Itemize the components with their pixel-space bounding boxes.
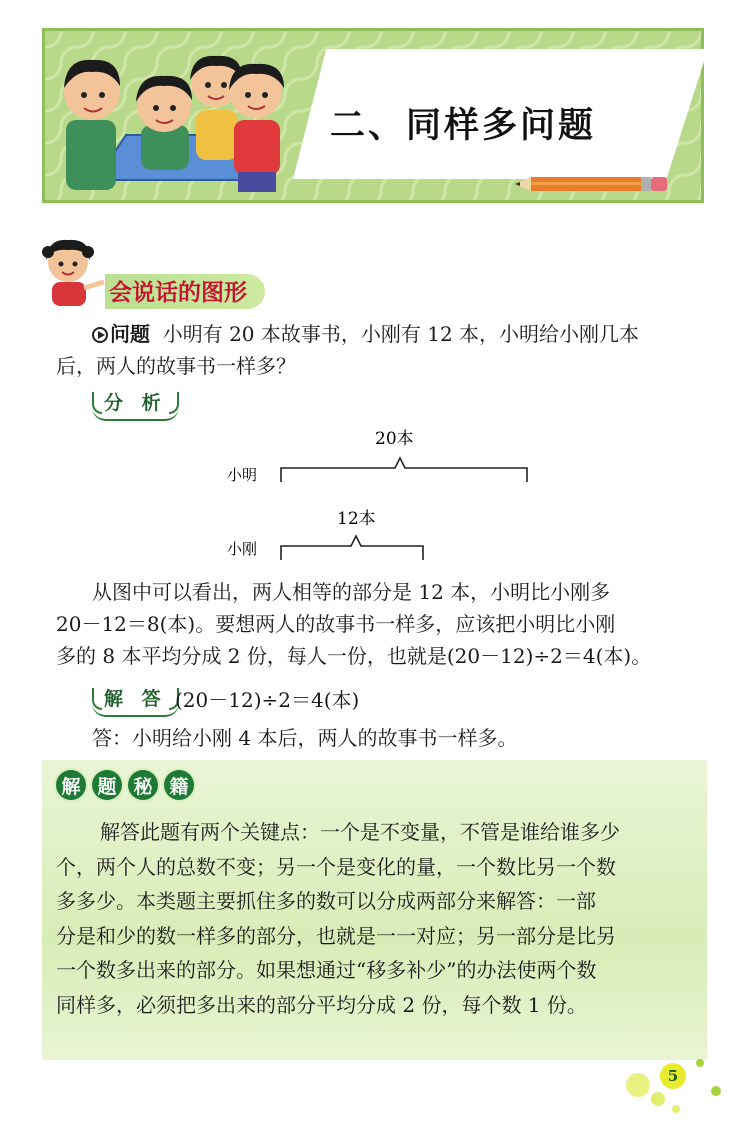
diagram-bottom-name: 小刚 — [227, 540, 258, 558]
pencil-icon — [515, 176, 670, 192]
problem-text-line1: 小明有 20 本故事书，小刚有 12 本，小明给小刚几本 — [162, 322, 640, 346]
analysis-label: 分 析 — [92, 386, 179, 421]
girl-mascot-icon — [38, 236, 108, 308]
diagram-top-name: 小明 — [227, 466, 258, 484]
tips-line: 分是和少的数一样多的部分，也就是一一对应；另一部分是比另 — [56, 923, 616, 948]
solution-formula: (20－12)÷2＝4(本) — [175, 688, 360, 712]
problem-text-line2: 后，两人的故事书一样多？ — [56, 354, 296, 378]
problem-label: 问题 — [110, 322, 150, 346]
play-circle-icon — [92, 327, 108, 343]
page-number: 5 — [660, 1063, 686, 1089]
analysis-text-line3: 多的 8 本平均分成 2 份，每人一份，也就是(20－12)÷2＝4(本)。 — [56, 644, 652, 668]
diagram-top-brace — [281, 458, 527, 482]
analysis-text-line1: 从图中可以看出，两人相等的部分是 12 本，小明比小刚多 — [92, 580, 611, 604]
tips-title-char: 题 — [92, 770, 122, 800]
children-illustration — [56, 40, 296, 200]
tips-title-char: 解 — [56, 770, 86, 800]
analysis-paragraph — [56, 576, 716, 672]
solution-answer: 答：小明给小刚 4 本后，两人的故事书一样多。 — [92, 726, 518, 750]
tips-paragraph — [56, 815, 716, 1022]
solution-label: 解 答 — [92, 682, 179, 717]
tips-line: 同样多，必须把多出来的部分平均分成 2 份，每个数 1 份。 — [56, 992, 587, 1017]
page-title: 二、同样多问题 — [330, 105, 597, 146]
line-segment-diagram — [215, 420, 545, 570]
section-heading: 会说话的图形 — [105, 274, 265, 309]
analysis-text-line2: 20－12＝8(本)。要想两人的故事书一样多，应该把小明比小刚 — [56, 612, 616, 636]
problem-paragraph — [56, 318, 716, 382]
diagram-top-value: 20本 — [375, 429, 414, 449]
tips-title-char: 籍 — [164, 770, 194, 800]
diagram-bottom-brace — [281, 536, 423, 560]
tips-title-char: 秘 — [128, 770, 158, 800]
tips-line: 多多少。本类题主要抓住多的数可以分成两部分来解答：一部 — [56, 889, 596, 913]
tips-line: 一个数多出来的部分。如果想通过“移多补少”的办法使两个数 — [56, 958, 597, 982]
tips-line: 个，两个人的总数不变；另一个是变化的量，一个数比另一个数 — [56, 854, 616, 879]
tips-title — [56, 770, 194, 800]
diagram-bottom-value: 12本 — [337, 509, 376, 529]
tips-line: 解答此题有两个关键点：一个是不变量，不管是谁给谁多少 — [100, 820, 620, 844]
